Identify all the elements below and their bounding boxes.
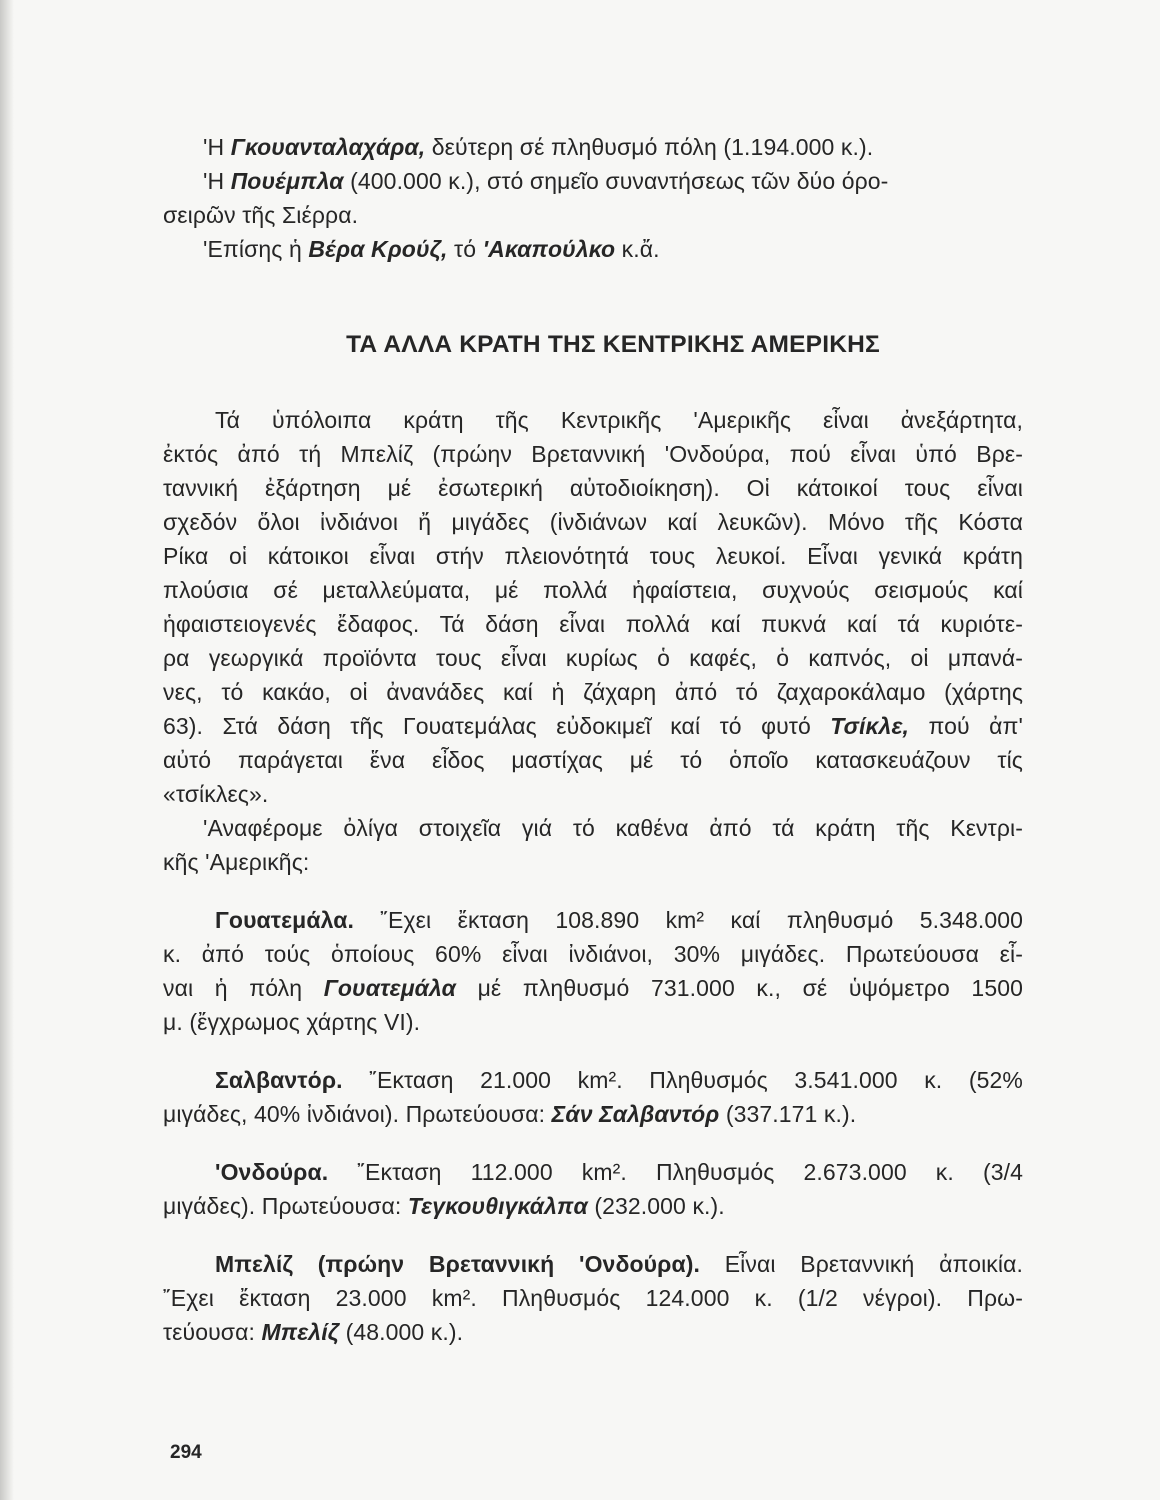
text-line: ἡφαιστειογενές ἔδαφος. Τά δάση εἶναι πολλά καί πυκνά καί τά κυριότε- bbox=[163, 611, 1023, 637]
entry-honduras: 'Ονδούρα. ῎Εκταση 112.000 km². Πληθυσμός 2.673.000 κ. (3/4 bbox=[215, 1159, 1023, 1185]
text-line: 63). Στά δάση τῆς Γουατεμάλας εὐδοκιμεῖ καί τό φυτό Τσίκλε, πού ἀπ' bbox=[163, 713, 1023, 739]
text-line: μιγάδες). Πρωτεύουσα: Τεγκουθιγκάλπα (232.000 κ.). bbox=[163, 1193, 725, 1219]
text-line: 'Η Γκουανταλαχάρα, δεύτερη σέ πληθυσμό πόλη (1.194.000 κ.). bbox=[203, 134, 874, 160]
page-body bbox=[163, 130, 1023, 1349]
text-line: τεύουσα: Μπελίζ (48.000 κ.). bbox=[163, 1319, 464, 1345]
text-line: Ρίκα οἱ κάτοικοι εἶναι στήν πλειονότητά τους λευκοί. Εἶναι γενικά κράτη bbox=[163, 543, 1023, 569]
text-line: σχεδόν ὅλοι ἰνδιάνοι ἤ μιγάδες (ἰνδιάνων καί λευκῶν). Μόνο τῆς Κόστα bbox=[163, 509, 1023, 535]
text-line: μ. (ἔγχρωμος χάρτης VI). bbox=[163, 1009, 421, 1035]
text-line: ἐκτός ἀπό τή Μπελίζ (πρώην Βρεταννική 'Ονδούρα, πού εἶναι ὑπό Βρε- bbox=[163, 441, 1023, 467]
entry-salvador: Σαλβαντόρ. ῎Εκταση 21.000 km². Πληθυσμός 3.541.000 κ. (52% bbox=[215, 1067, 1023, 1093]
entry-guatemala: Γουατεμάλα. ῎Εχει ἔκταση 108.890 km² καί πληθυσμό 5.348.000 bbox=[215, 907, 1023, 933]
section-heading: ΤΑ ΑΛΛΑ ΚΡΑΤΗ ΤΗΣ ΚΕΝΤΡΙΚΗΣ ΑΜΕΡΙΚΗΣ bbox=[346, 331, 880, 358]
text-line: ῎Εχει ἔκταση 23.000 km². Πληθυσμός 124.000 κ. (1/2 νέγροι). Πρω- bbox=[163, 1285, 1023, 1311]
text-line: σειρῶν τῆς Σιέρρα. bbox=[163, 202, 359, 228]
text-line: κῆς 'Αμερικῆς: bbox=[163, 849, 310, 875]
text-line: 'Αναφέρομε ὀλίγα στοιχεῖα γιά τό καθένα ἀπό τά κράτη τῆς Κεντρι- bbox=[203, 815, 1023, 841]
text-line: 'Η Πουέμπλα (400.000 κ.), στό σημεῖο συναντήσεως τῶν δύο όρο- bbox=[203, 168, 889, 194]
text-line: «τσίκλες». bbox=[163, 781, 269, 807]
page-number: 294 bbox=[170, 1442, 202, 1463]
scan-edge-shadow bbox=[0, 0, 14, 1500]
text-line: ταννική ἐξάρτηση μέ ἐσωτερική αὐτοδιοίκηση). Οἱ κάτοικοί τους εἶναι bbox=[163, 475, 1023, 501]
text-line: αὐτό παράγεται ἕνα εἶδος μαστίχας μέ τό ὁποῖο κατασκευάζουν τίς bbox=[163, 747, 1023, 773]
text-line: πλούσια σέ μεταλλεύματα, μέ πολλά ἡφαίστεια, συχνούς σεισμούς καί bbox=[163, 577, 1023, 603]
entry-belize: Μπελίζ (πρώην Βρεταννική 'Ονδούρα). Εἶναι Βρεταννική ἀποικία. bbox=[215, 1251, 1023, 1277]
text-line: μιγάδες, 40% ἰνδιάνοι). Πρωτεύουσα: Σάν Σαλβαντόρ (337.171 κ.). bbox=[163, 1101, 857, 1127]
text-line: Τά ὑπόλοιπα κράτη τῆς Κεντρικῆς 'Αμερικῆς εἶναι ἀνεξάρτητα, bbox=[215, 407, 1023, 433]
text-line: νες, τό κακάο, οἱ ἀνανάδες καί ἡ ζάχαρη ἀπό τό ζαχαροκάλαμο (χάρτης bbox=[163, 679, 1023, 705]
text-line: κ. ἀπό τούς ὁποίους 60% εἶναι ἰνδιάνοι, 30% μιγάδες. Πρωτεύουσα εἶ- bbox=[163, 941, 1023, 967]
text-line: ρα γεωργικά προϊόντα τους εἶναι κυρίως ὁ καφές, ὁ καπνός, οἱ μπανά- bbox=[163, 645, 1023, 671]
text-line: 'Επίσης ἡ Βέρα Κρούζ, τό 'Ακαπούλκο κ.ἄ. bbox=[203, 236, 660, 262]
text-line: ναι ἡ πόλη Γουατεμάλα μέ πληθυσμό 731.000 κ., σέ ὑψόμετρο 1500 bbox=[163, 975, 1024, 1001]
